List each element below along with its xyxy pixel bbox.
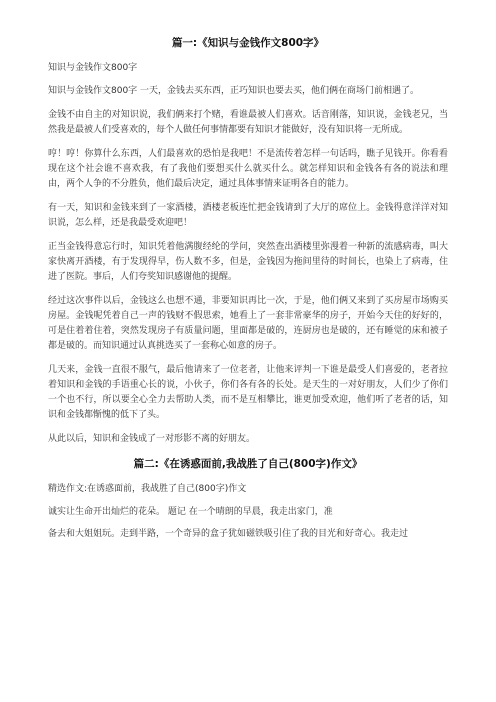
article-2-subtitle: 精选作文:在诱惑面前，我战胜了自己(800字)作文 <box>48 484 247 494</box>
paragraph: 知识与金钱作文800字 一天，金钱去买东西，正巧知识也要去买，他们俩在商场门前相遇了。 <box>48 86 420 96</box>
paragraph: 几天来，金钱一直很不服气，最后他请来了一位老者，让他来评判一下谁是最受人们喜爱的，老者拉着知识和金钱的手语重心长的说，小伙子，你们各有各的长处。是天生的一对好朋友，人们少了你们一个也不行，所以要全心全力去帮助人类，而不是互相攀比，谁更加受欢迎，他们听了老者的话，知识和金钱都惭愧的低下了头。 <box>48 365 448 420</box>
article-1-title: 篇一:《知识与金钱作文800字》 <box>171 37 325 49</box>
paragraph: 备去和大姐姐玩。走到半路，一个奇异的盒子犹如磁铁吸引住了我的目光和好奇心。我走过 <box>48 529 409 539</box>
paragraph: 哼！哼！你算什么东西，人们最喜欢的恐怕是我吧！不是流传着怎样一句话吗，瞧子见钱开。你看看现在这个社会谁不喜欢我，有了我他们要想买什么就买什么。就怎样知识和金钱各有各的说法和理由，两个人争的不分胜负，他们最后决定，通过具体事情来证明各自的能力。 <box>48 149 448 189</box>
article-2-title: 篇二:《在诱惑面前,我战胜了自己(800字)作文》 <box>133 458 363 470</box>
paragraph: 诚实让生命开出灿烂的花朵。 题记 在一个晴朗的早晨，我走出家门，准 <box>48 507 333 517</box>
article-1-subtitle: 知识与金钱作文800字 <box>48 63 138 73</box>
paragraph: 从此以后，知识和金钱成了一对形影不离的好朋友。 <box>48 434 256 444</box>
paragraph: 正当金钱得意忘行时，知识凭着他满腹经纶的学问，突然查出酒楼里弥漫着一种新的流感病毒，叫大家快离开酒楼，有于发现得早，伤人数不多，但是，金钱因为拖间里待的时间长，也染上了病毒，住进了医院。事后，人们夸奖知识感谢他的提醒。 <box>48 242 448 282</box>
paragraph: 经过这次事件以后，金钱这么也想不通，非要知识再比一次，于是，他们俩又来到了买房屋市场购买房屋。金钱呢凭着自己一声的钱财不假思索，她看上了一套非常豪华的房子，开始今天住的好好的，可是住着着住着，突然发现房子有质量问题，里面都是破的，连厨房也是破的，还有睡觉的床和被子都是破的。而知识通过认真挑选买了一套称心如意的房子。 <box>48 296 448 351</box>
paragraph: 金钱不由自主的对知识说，我们俩来打个赌，看谁最被人们喜欢。话音刚落，知识说，金钱老兄，当然我是最被人们受喜欢的，每个人做任何事情都要有知识才能做好，没有知识将一无所成。 <box>48 110 448 135</box>
paragraph: 有一天，知识和金钱来到了一家酒楼，酒楼老板连忙把金钱请到了大厅的席位上。金钱得意洋洋对知识说，怎么样，还是我最受欢迎吧！ <box>48 203 448 228</box>
